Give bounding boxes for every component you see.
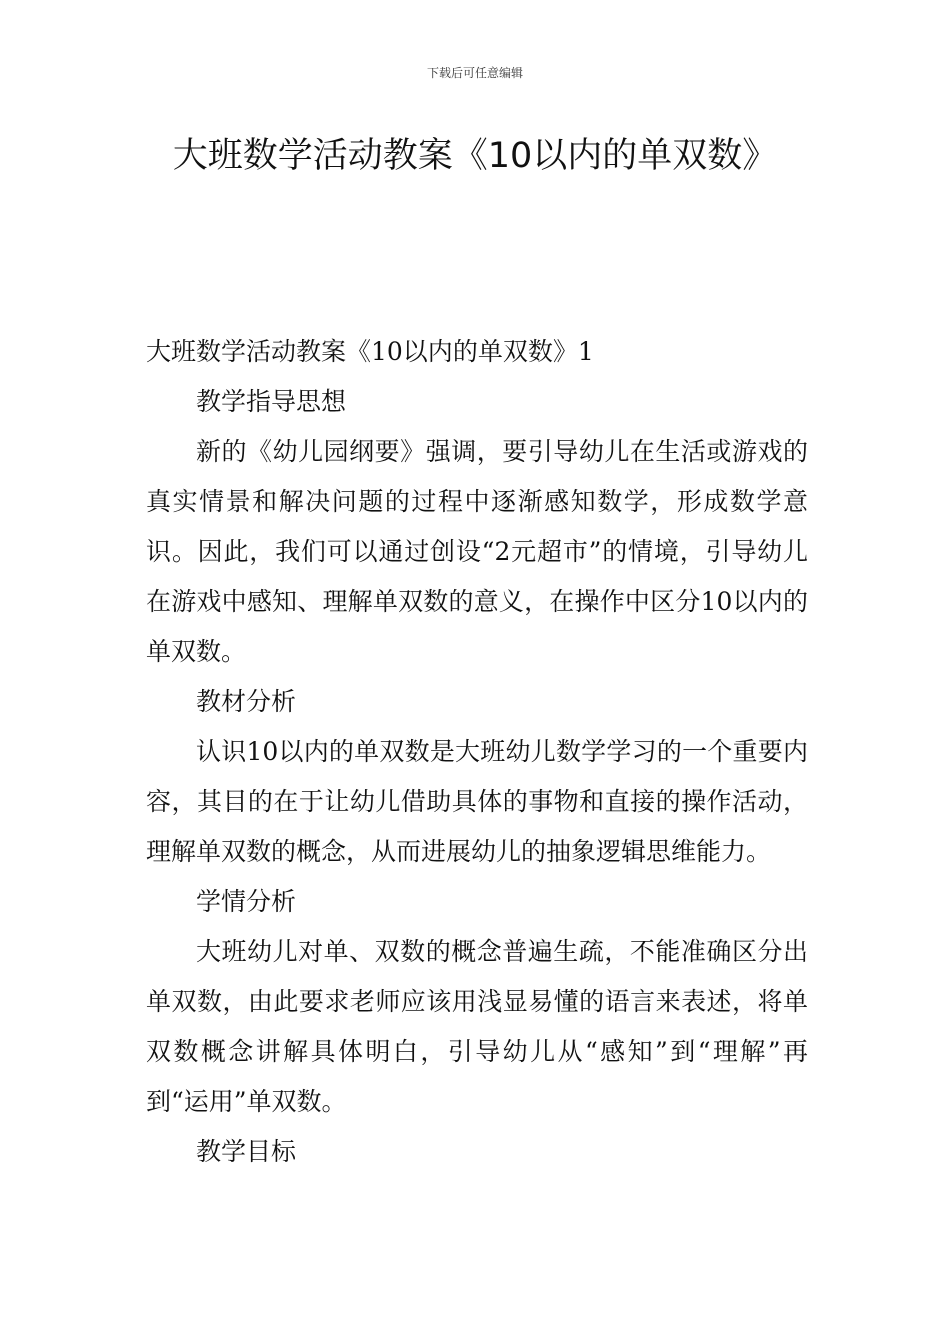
- section-body-material-analysis: 认识10以内的单双数是大班幼儿数学学习的一个重要内容，其目的在于让幼儿借助具体的事物和直接的操作活动，理解单双数的概念，从而进展幼儿的抽象逻辑思维能力。: [146, 737, 808, 866]
- document-subtitle: 大班数学活动教案《10以内的单双数》1: [146, 337, 594, 366]
- section-body-learner-analysis: 大班幼儿对单、双数的概念普遍生疏，不能准确区分出单双数，由此要求老师应该用浅显易懂的语言来表述，将单双数概念讲解具体明白，引导幼儿从“感知”到“理解”再到“运用”单双数。: [146, 937, 809, 1116]
- section-heading-guiding-idea: 教学指导思想: [196, 387, 347, 416]
- section-heading-teaching-goals: 教学目标: [196, 1137, 297, 1166]
- section-heading-learner-analysis: 学情分析: [196, 887, 297, 916]
- header-note: 下载后可任意编辑: [426, 66, 523, 80]
- document-title: 大班数学活动教案《10以内的单双数》: [172, 136, 778, 176]
- document-body: [146, 327, 808, 1177]
- section-heading-material-analysis: 教材分析: [196, 687, 297, 716]
- section-body-guiding-idea: 新的《幼儿园纲要》强调，要引导幼儿在生活或游戏的真实情景和解决问题的过程中逐渐感知数学，形成数学意识。因此，我们可以通过创设“2元超市”的情境，引导幼儿在游戏中感知、理解单双数的意义，在操作中区分10以内的单双数。: [146, 437, 808, 666]
